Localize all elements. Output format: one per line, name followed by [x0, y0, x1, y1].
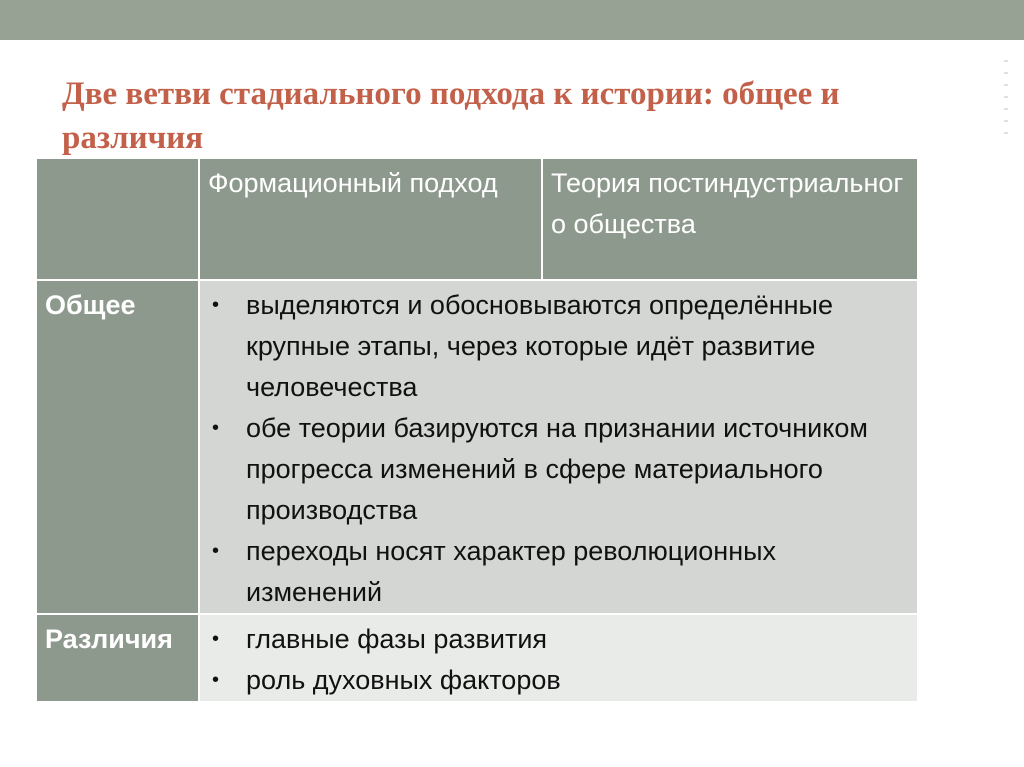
- header-formational: Формационный подход: [208, 168, 498, 198]
- header-postindustrial: Теория постиндустриального общества: [551, 168, 904, 239]
- differences-content-cell: [199, 614, 918, 702]
- differences-bullet-list: [200, 615, 917, 701]
- header-formational-cell: [199, 158, 542, 280]
- table-header-row: [36, 158, 918, 280]
- list-item: • выделяются и обосновываются определённые крупные этапы, через которые идёт развитие человечества: [200, 285, 917, 408]
- bullet-icon: •: [212, 669, 220, 691]
- list-item: • переходы носят характер революционных изменений: [200, 531, 917, 613]
- row-label-common: Общее: [45, 290, 136, 320]
- header-empty-cell: [36, 158, 199, 280]
- common-bullet-list: [200, 281, 917, 613]
- list-item: • обе теории базируются на признании источником прогресса изменений в сфере материального производства: [200, 408, 917, 531]
- bullet-icon: •: [212, 540, 220, 562]
- row-label-cell: [36, 614, 199, 702]
- row-label-differences: Различия: [45, 624, 173, 654]
- header-postindustrial-cell: [542, 158, 918, 280]
- list-item: • главные фазы развития: [200, 619, 917, 660]
- top-bar: [0, 0, 1024, 40]
- comparison-table: [35, 157, 919, 703]
- list-item: • роль духовных факторов: [200, 660, 917, 701]
- bullet-icon: •: [212, 294, 220, 316]
- decorative-dots: [1004, 60, 1010, 134]
- bullet-icon: •: [212, 628, 220, 650]
- row-label-cell: [36, 280, 199, 614]
- table-row-differences: [36, 614, 918, 702]
- table-row-common: [36, 280, 918, 614]
- slide-title: Две ветви стадиального подхода к истории: общее и различия: [62, 76, 840, 156]
- common-content-cell: [199, 280, 918, 614]
- comparison-table-wrapper: [35, 157, 917, 695]
- bullet-icon: •: [212, 417, 220, 439]
